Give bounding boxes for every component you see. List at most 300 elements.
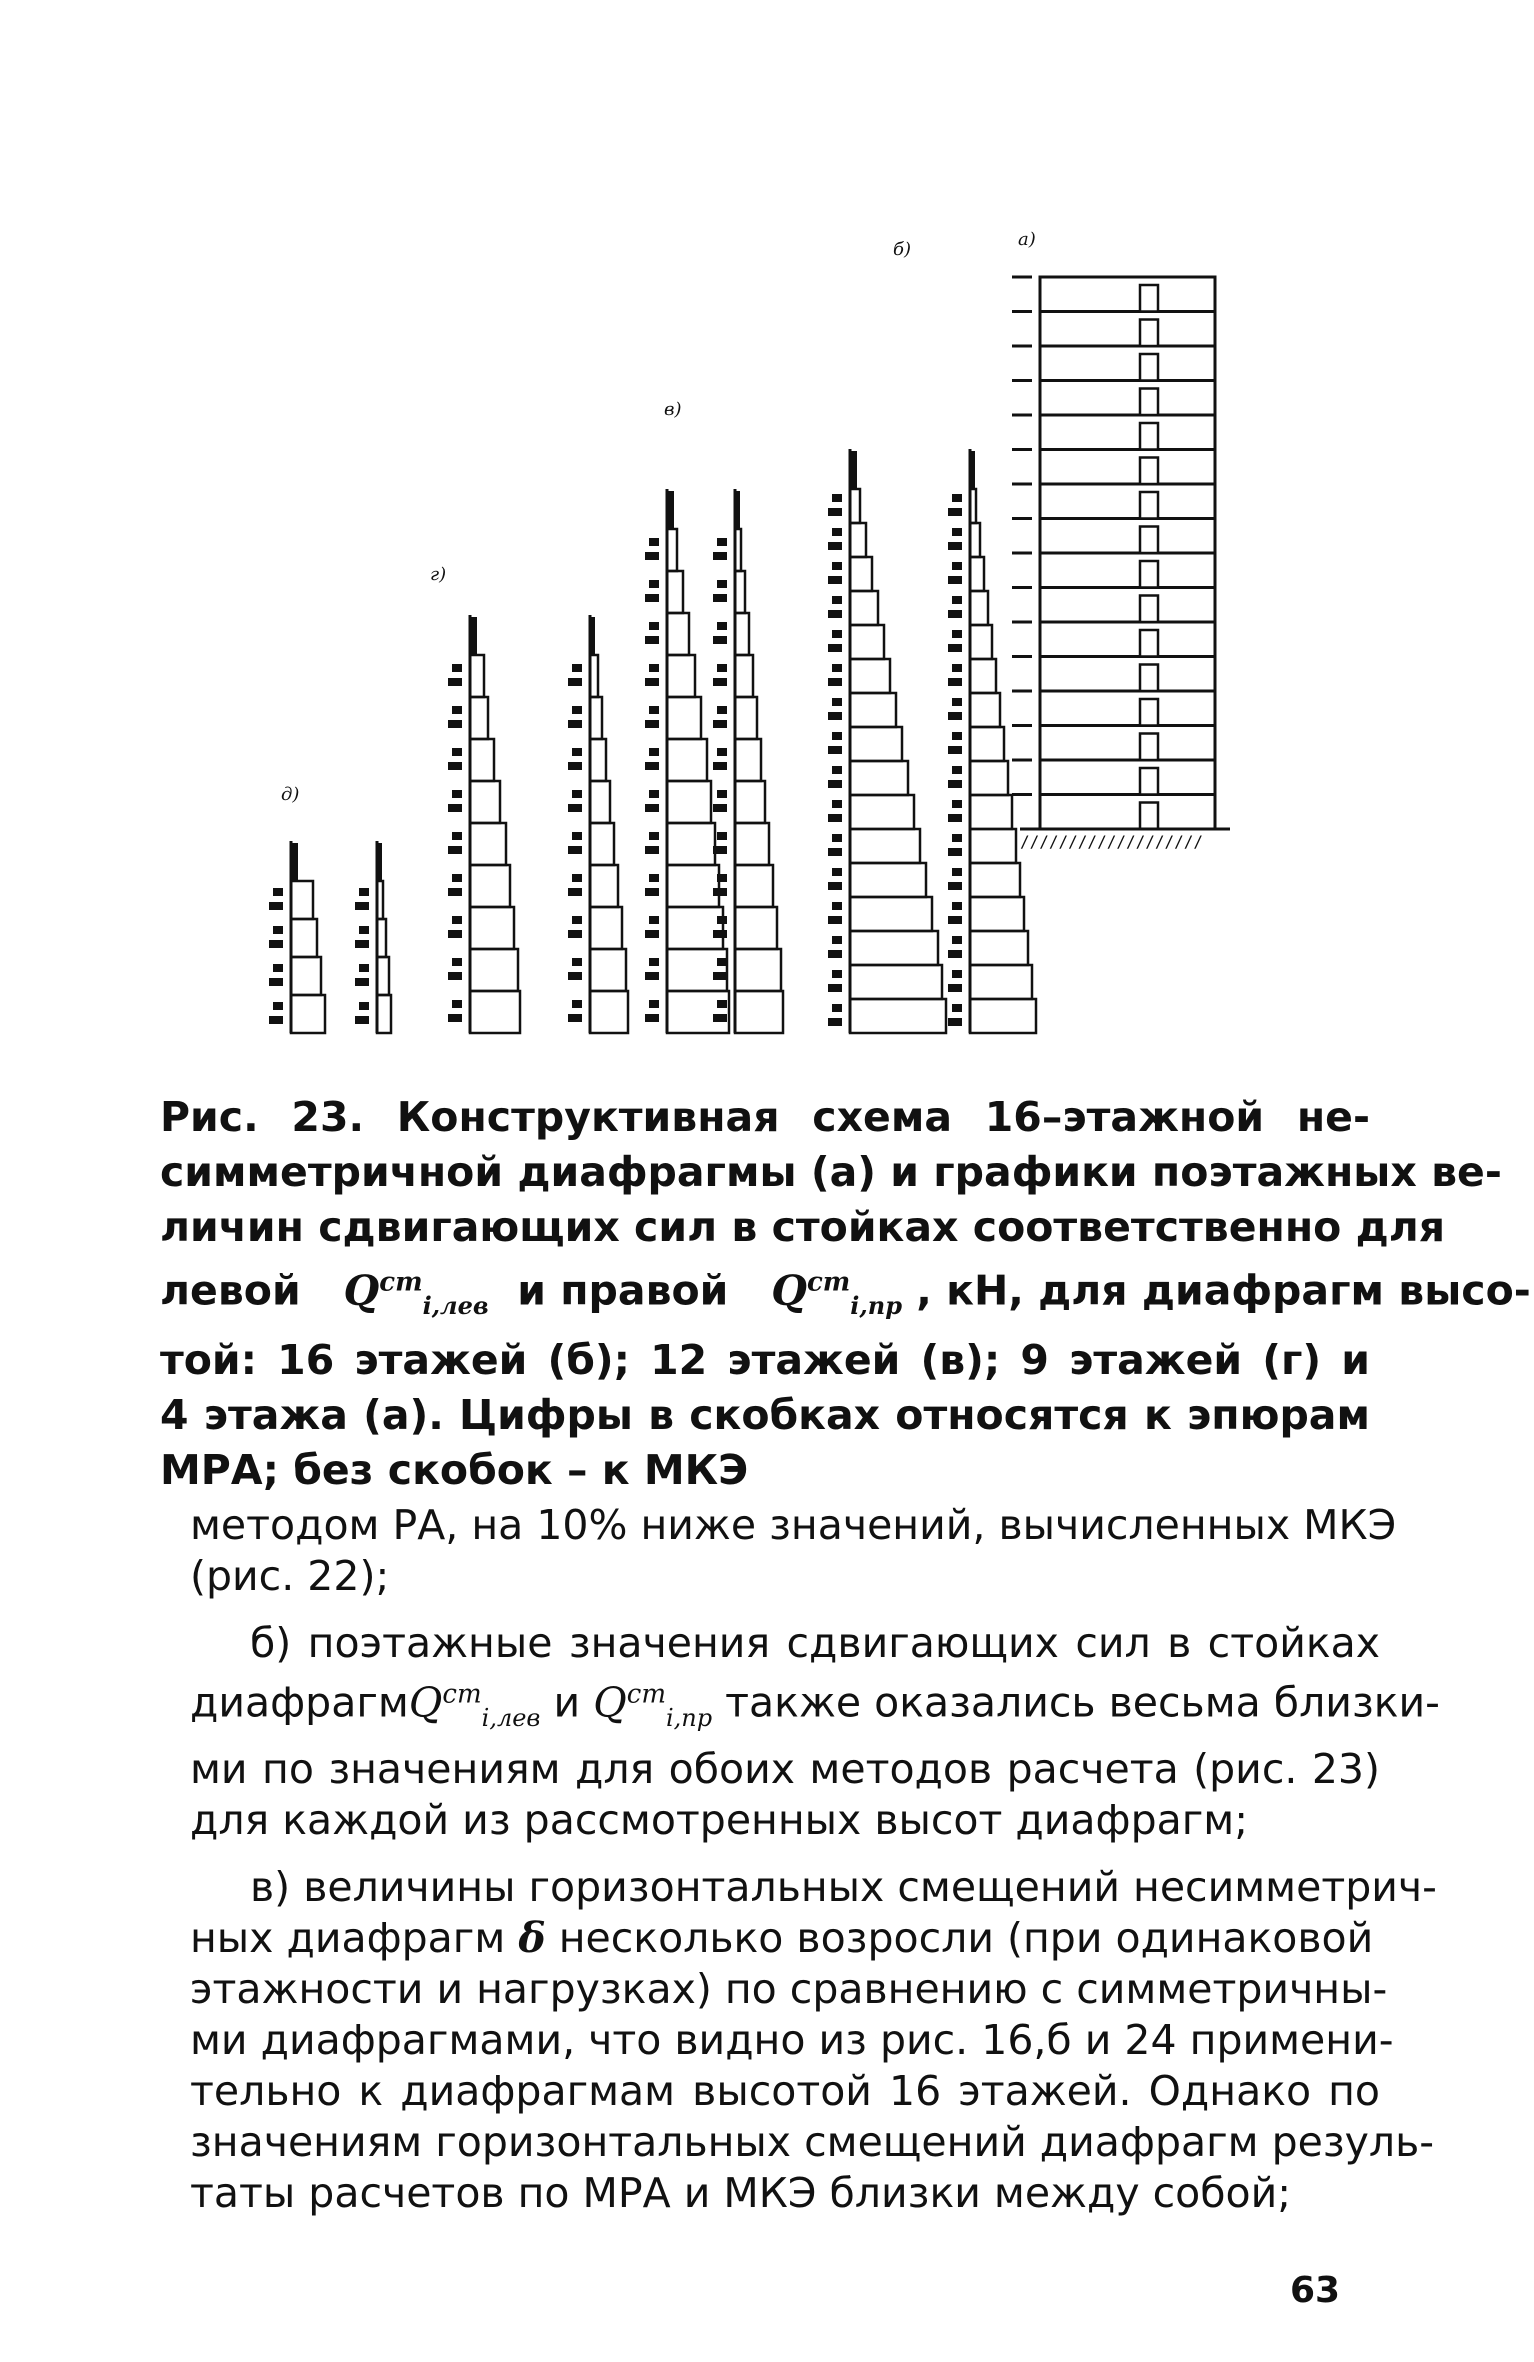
value-mark [645,594,659,602]
value-mark [948,984,962,992]
value-mark [828,508,842,516]
stair-step [590,823,614,865]
value-mark [952,868,962,876]
value-mark [832,1004,842,1012]
stair-step [590,697,602,739]
figure-23 [0,0,1534,1080]
value-mark [952,562,962,570]
value-mark [948,780,962,788]
value-mark [832,494,842,502]
value-mark [269,940,283,948]
value-mark [572,832,582,840]
value-mark [948,950,962,958]
stair-step [667,823,715,865]
door-opening [1140,665,1158,692]
value-mark [355,940,369,948]
panel-label: г) [430,564,447,585]
stair-step [735,655,753,697]
value-mark [952,596,962,604]
stair-step [850,557,872,591]
stair-step [590,739,606,781]
value-mark [832,970,842,978]
text-line: значениям горизонтальных смещений диафрагм резуль- [190,2117,1435,2166]
figure-caption [160,1090,1531,1498]
value-mark [572,748,582,756]
value-mark [645,804,659,812]
value-mark [649,664,659,672]
value-mark [568,678,582,686]
value-mark [948,814,962,822]
value-mark [448,720,462,728]
door-opening [1140,699,1158,726]
value-mark [948,1018,962,1026]
value-mark [828,678,842,686]
value-mark [355,978,369,986]
value-mark [359,926,369,934]
value-mark [952,528,962,536]
stair-step [850,625,884,659]
value-mark [649,958,659,966]
stair-step [850,863,926,897]
value-mark [452,958,462,966]
stair-step [970,591,988,625]
stair-step [470,991,520,1033]
value-mark [717,790,727,798]
panel-label: д) [281,784,300,805]
value-mark [948,746,962,754]
value-mark [568,846,582,854]
value-mark [273,888,283,896]
value-mark [828,610,842,618]
value-mark [952,834,962,842]
caption-line: Рис. 23. Конструктивная схема 16–этажной не- [160,1093,1370,1141]
stair-step [470,949,518,991]
caption-text: , кН, для диафрагм высо- [916,1266,1531,1315]
value-mark [645,720,659,728]
door-opening [1140,320,1158,347]
stair-step [970,931,1028,965]
stair-step [667,571,683,613]
door-opening [1140,803,1158,830]
value-mark [832,834,842,842]
door-opening [1140,458,1158,485]
caption-line-formula [160,1255,1531,1333]
door-opening [1140,389,1158,416]
value-mark [828,916,842,924]
value-mark [952,936,962,944]
stair-step [970,557,984,591]
value-mark [568,762,582,770]
value-mark [448,888,462,896]
value-mark [717,874,727,882]
stair-step [735,949,781,991]
stair-step [667,865,719,907]
value-mark [452,664,462,672]
text-line: б) поэтажные значения сдвигающих сил в стойках [250,1619,1380,1667]
value-mark [359,1002,369,1010]
q-right-symbol: $Q^{ст}_{i,пр}$ [593,1678,713,1732]
value-mark [948,848,962,856]
stair-step [850,999,946,1033]
ground-hatch: /////////////////// [1020,832,1204,851]
stair-step [735,907,777,949]
stair-step [667,613,689,655]
stair-step [970,863,1020,897]
value-mark [948,882,962,890]
door-opening [1140,423,1158,450]
value-mark [832,868,842,876]
door-opening [1140,354,1158,381]
stair-step [470,739,494,781]
value-mark [717,622,727,630]
value-mark [713,636,727,644]
value-mark [448,930,462,938]
value-mark [832,596,842,604]
value-mark [269,978,283,986]
q-left-symbol: $Q^{ст}_{i,лев}$ [343,1266,489,1320]
stair-step [850,523,866,557]
panel-label: а) [1018,229,1036,250]
value-mark [832,698,842,706]
stair-step [590,991,628,1033]
value-mark [645,762,659,770]
stair-step [970,727,1004,761]
value-mark [717,832,727,840]
stair-step [850,795,914,829]
value-mark [645,846,659,854]
stair-step [970,999,1036,1033]
stair-step [590,949,626,991]
stair-step [291,957,321,995]
stair-step [970,625,992,659]
value-mark [649,916,659,924]
value-mark [952,970,962,978]
value-mark [649,622,659,630]
value-mark [717,664,727,672]
stair-step [470,781,500,823]
value-mark [713,678,727,686]
value-mark [713,552,727,560]
value-mark [452,790,462,798]
stair-step [735,991,783,1033]
value-mark [952,630,962,638]
stair-step [377,881,383,919]
value-mark [832,528,842,536]
value-mark [269,902,283,910]
value-mark [832,664,842,672]
stair-step [470,865,510,907]
stair-step [377,957,389,995]
value-mark [717,1000,727,1008]
door-opening [1140,734,1158,761]
stair-step [590,781,610,823]
value-mark [448,762,462,770]
text-line: (рис. 22); [190,1552,390,1600]
stair-step [850,591,878,625]
panel-label: б) [893,239,912,260]
text-fragment: ных диафрагм [190,1913,506,1962]
value-mark [828,950,842,958]
value-mark [713,594,727,602]
value-mark [645,552,659,560]
text-line: методом РА, на 10% ниже значений, вычисленных МКЭ [190,1501,1397,1549]
value-mark [649,748,659,756]
value-mark [713,720,727,728]
stair-step [970,693,1000,727]
value-mark [832,562,842,570]
value-mark [832,630,842,638]
value-mark [448,804,462,812]
value-mark [355,1016,369,1024]
value-mark [948,576,962,584]
q-right-symbol: $Q^{ст}_{i,пр}$ [771,1266,902,1320]
value-mark [568,804,582,812]
value-mark [828,984,842,992]
text-line: для каждой из рассмотренных высот диафрагм; [190,1795,1249,1844]
door-opening [1140,561,1158,588]
stair-step [850,727,902,761]
stair-step [667,739,707,781]
text-line: ми диафрагмами, что видно из рис. 16,б и 24 примени- [190,2015,1394,2064]
value-mark [828,882,842,890]
value-mark [645,636,659,644]
value-mark [572,664,582,672]
value-mark [952,766,962,774]
text-line-formula [190,1913,1380,1964]
stair-top-bar [377,843,382,881]
door-opening [1140,492,1158,519]
caption-line: личин сдвигающих сил в стойках соответственно для [160,1203,1446,1251]
value-mark [717,706,727,714]
stair-top-bar [291,843,298,881]
text-fragment: и [553,1678,581,1727]
value-mark [952,664,962,672]
stair-step [850,829,920,863]
value-mark [645,1014,659,1022]
value-mark [948,542,962,550]
body-text [190,1500,1440,2219]
value-mark [832,936,842,944]
stair-step [590,655,598,697]
value-mark [359,888,369,896]
value-mark [948,610,962,618]
value-mark [649,790,659,798]
caption-line: той: 16 этажей (б); 12 этажей (в); 9 этажей (г) и [160,1335,1370,1384]
value-mark [572,1000,582,1008]
value-mark [717,916,727,924]
value-mark [948,916,962,924]
stair-step [667,697,701,739]
door-opening [1140,285,1158,312]
stair-step [470,907,514,949]
value-mark [948,644,962,652]
stair-top-bar [667,491,674,529]
value-mark [448,1014,462,1022]
stair-step [850,897,932,931]
value-mark [452,916,462,924]
stair-step [291,919,317,957]
value-mark [448,846,462,854]
door-opening [1140,527,1158,554]
value-mark [828,644,842,652]
value-mark [828,1018,842,1026]
value-mark [572,958,582,966]
value-mark [713,1014,727,1022]
value-mark [452,706,462,714]
stair-step [470,823,506,865]
value-mark [649,580,659,588]
diaphragm-diagram [0,0,1534,1080]
stair-step [667,781,711,823]
value-mark [572,706,582,714]
stair-step [667,907,723,949]
value-mark [948,508,962,516]
caption-line: симметричной диафрагмы (а) и графики поэтажных ве- [160,1148,1502,1196]
value-mark [828,848,842,856]
value-mark [832,800,842,808]
value-mark [568,720,582,728]
value-mark [568,972,582,980]
stair-step [850,659,890,693]
text-line-formula [190,1669,1440,1744]
value-mark [952,494,962,502]
value-mark [952,1004,962,1012]
text-fragment: также оказались весьма близки- [725,1678,1440,1727]
value-mark [448,678,462,686]
value-mark [572,916,582,924]
stair-top-bar [970,451,975,489]
text-fragment: диафрагм [190,1678,409,1727]
value-mark [832,766,842,774]
value-mark [717,958,727,966]
value-mark [645,930,659,938]
value-mark [713,972,727,980]
stair-step [735,613,749,655]
value-mark [649,874,659,882]
stair-step [667,991,729,1033]
stair-step [590,865,618,907]
stair-step [291,881,313,919]
stair-step [970,489,976,523]
text-line: этажности и нагрузках) по сравнению с симметричны- [190,1964,1388,2013]
value-mark [359,964,369,972]
caption-text: левой [160,1266,301,1315]
stair-step [667,655,695,697]
value-mark [717,580,727,588]
value-mark [832,732,842,740]
value-mark [713,804,727,812]
stair-step [377,995,391,1033]
value-mark [952,800,962,808]
value-mark [717,538,727,546]
stair-top-bar [590,617,595,655]
value-mark [713,888,727,896]
value-mark [355,902,369,910]
stair-step [735,739,761,781]
stair-step [291,995,325,1033]
value-mark [645,888,659,896]
q-left-symbol: $Q^{ст}_{i,лев}$ [408,1678,541,1732]
stair-step [850,761,908,795]
stair-step [970,795,1012,829]
stair-step [970,965,1032,999]
value-mark [452,748,462,756]
value-mark [273,1002,283,1010]
value-mark [948,712,962,720]
value-mark [649,1000,659,1008]
value-mark [269,1016,283,1024]
value-mark [273,926,283,934]
text-fragment: несколько возросли (при одинаковой [558,1913,1374,1962]
text-line: в) величины горизонтальных смещений несимметрич- [250,1862,1437,1911]
value-mark [828,712,842,720]
stair-step [470,697,488,739]
value-mark [952,902,962,910]
value-mark [832,902,842,910]
value-mark [572,874,582,882]
value-mark [713,762,727,770]
stair-step [970,761,1008,795]
value-mark [649,538,659,546]
stair-step [667,949,727,991]
delta-symbol: δ [518,1913,546,1962]
value-mark [273,964,283,972]
value-mark [645,972,659,980]
stair-step [735,781,765,823]
stair-step [850,693,896,727]
value-mark [828,576,842,584]
value-mark [568,888,582,896]
stair-step [970,897,1024,931]
page-number: 63 [1290,2270,1341,2311]
value-mark [828,780,842,788]
value-mark [645,678,659,686]
value-mark [568,930,582,938]
stair-top-bar [470,617,477,655]
value-mark [713,846,727,854]
caption-line: 4 этажа (а). Цифры в скобках относятся к эпюрам [160,1390,1370,1439]
door-opening [1140,768,1158,795]
panel-label: в) [664,399,682,420]
text-line: ми по значениям для обоих методов расчета (рис. 23) [190,1744,1380,1793]
value-mark [572,790,582,798]
stair-top-bar [735,491,740,529]
stair-step [735,697,757,739]
caption-line: МРА; без скобок – к МКЭ [160,1445,749,1494]
value-mark [568,1014,582,1022]
value-mark [452,874,462,882]
stair-top-bar [850,451,857,489]
door-opening [1140,596,1158,623]
value-mark [452,832,462,840]
door-opening [1140,630,1158,657]
stair-step [735,865,773,907]
stair-step [850,965,942,999]
value-mark [828,746,842,754]
value-mark [452,1000,462,1008]
stair-step [735,529,741,571]
stair-step [850,931,938,965]
stair-step [735,823,769,865]
value-mark [952,732,962,740]
value-mark [828,542,842,550]
stair-step [970,659,996,693]
caption-text: и правой [517,1266,729,1315]
value-mark [448,972,462,980]
stair-step [590,907,622,949]
value-mark [952,698,962,706]
value-mark [713,930,727,938]
